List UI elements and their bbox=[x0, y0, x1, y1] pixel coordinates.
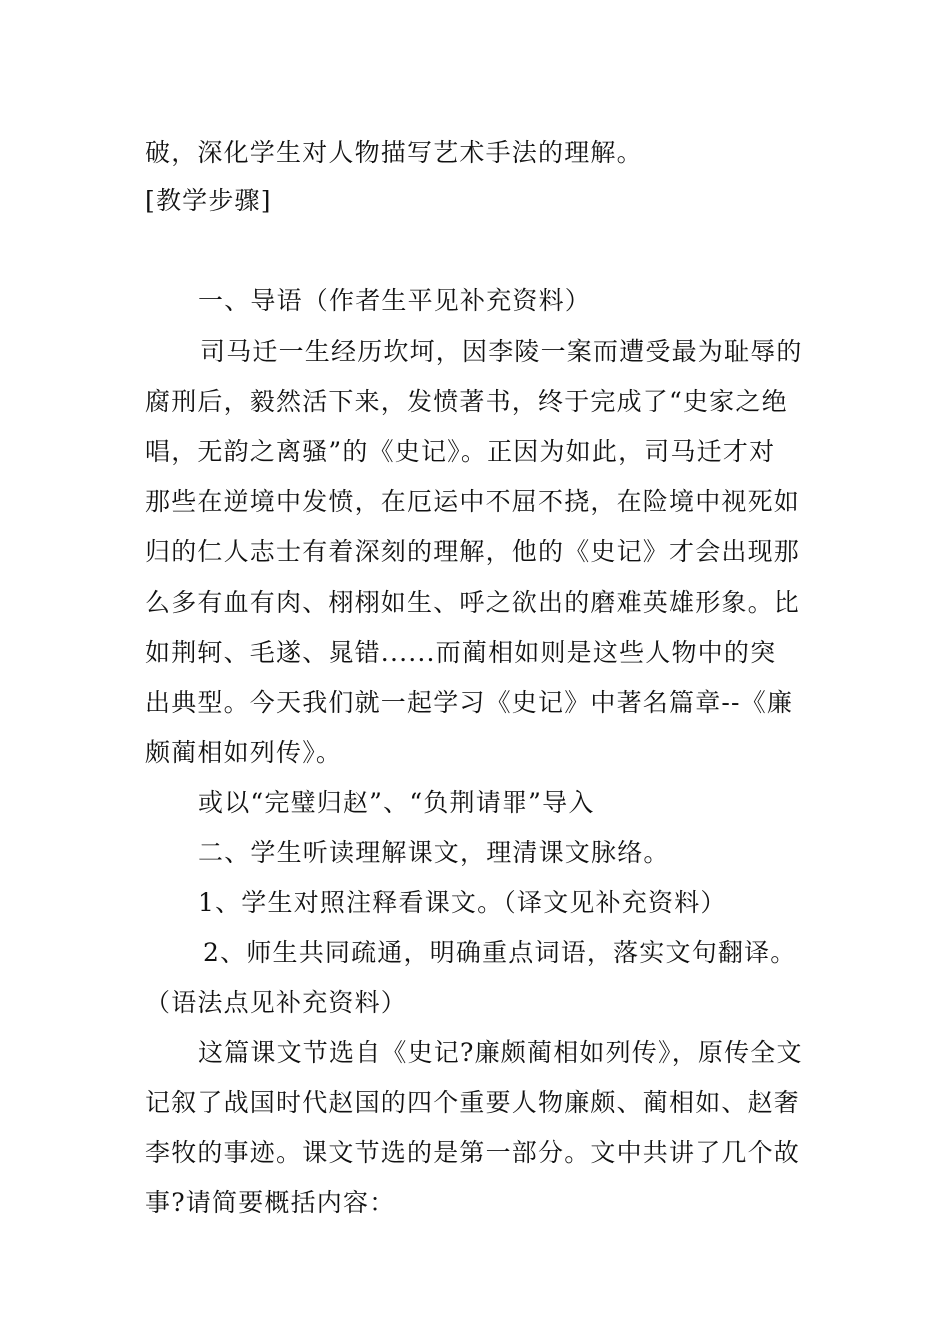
list-item: 1、学生对照注释看课文。（译文见补充资料） bbox=[198, 888, 727, 917]
text-line: 出典型。今天我们就一起学习《史记》中著名篇章--《廉 bbox=[145, 688, 794, 717]
text-line: 那些在逆境中发愤，在厄运中不屈不挠，在险境中视死如 bbox=[145, 487, 801, 516]
text-line: 么多有血有肉、栩栩如生、呼之欲出的磨难英雄形象。比 bbox=[145, 588, 801, 617]
text-line: 事?请简要概括内容： bbox=[145, 1188, 396, 1217]
text-line: 或以“完璧归赵”、“负荆请罪”导入 bbox=[198, 788, 595, 817]
text-line: （语法点见补充资料） bbox=[145, 988, 408, 1017]
text-line: 破，深化学生对人物描写艺术手法的理解。 bbox=[145, 138, 643, 167]
text-line: 李牧的事迹。课文节选的是第一部分。文中共讲了几个故 bbox=[145, 1138, 801, 1167]
text-line: 归的仁人志士有着深刻的理解，他的《史记》才会出现那 bbox=[145, 537, 801, 566]
text-line: 司马迁一生经历坎坷，因李陵一案而遭受最为耻辱的 bbox=[200, 337, 803, 366]
section-heading: [教学步骤] bbox=[145, 186, 272, 215]
text-line: 唱，无韵之离骚”的《史记》。正因为如此，司马迁才对 bbox=[145, 437, 776, 466]
text-line: 记叙了战国时代赵国的四个重要人物廉颇、蔺相如、赵奢 bbox=[145, 1088, 801, 1117]
text-line: 如荆轲、毛遂、晁错......而蔺相如则是这些人物中的突 bbox=[145, 638, 777, 667]
section-heading: 一、导语（作者生平见补充资料） bbox=[198, 286, 592, 315]
text-line: 腐刑后，毅然活下来，发愤著书，终于完成了“史家之绝 bbox=[145, 387, 788, 416]
section-heading: 二、学生听读理解课文，理清课文脉络。 bbox=[198, 838, 670, 867]
list-item: 2、师生共同疏通，明确重点词语，落实文句翻译。 bbox=[203, 938, 797, 967]
text-line: 这篇课文节选自《史记?廉颇蔺相如列传》，原传全文 bbox=[198, 1038, 803, 1067]
text-line: 颇蔺相如列传》。 bbox=[145, 738, 343, 767]
